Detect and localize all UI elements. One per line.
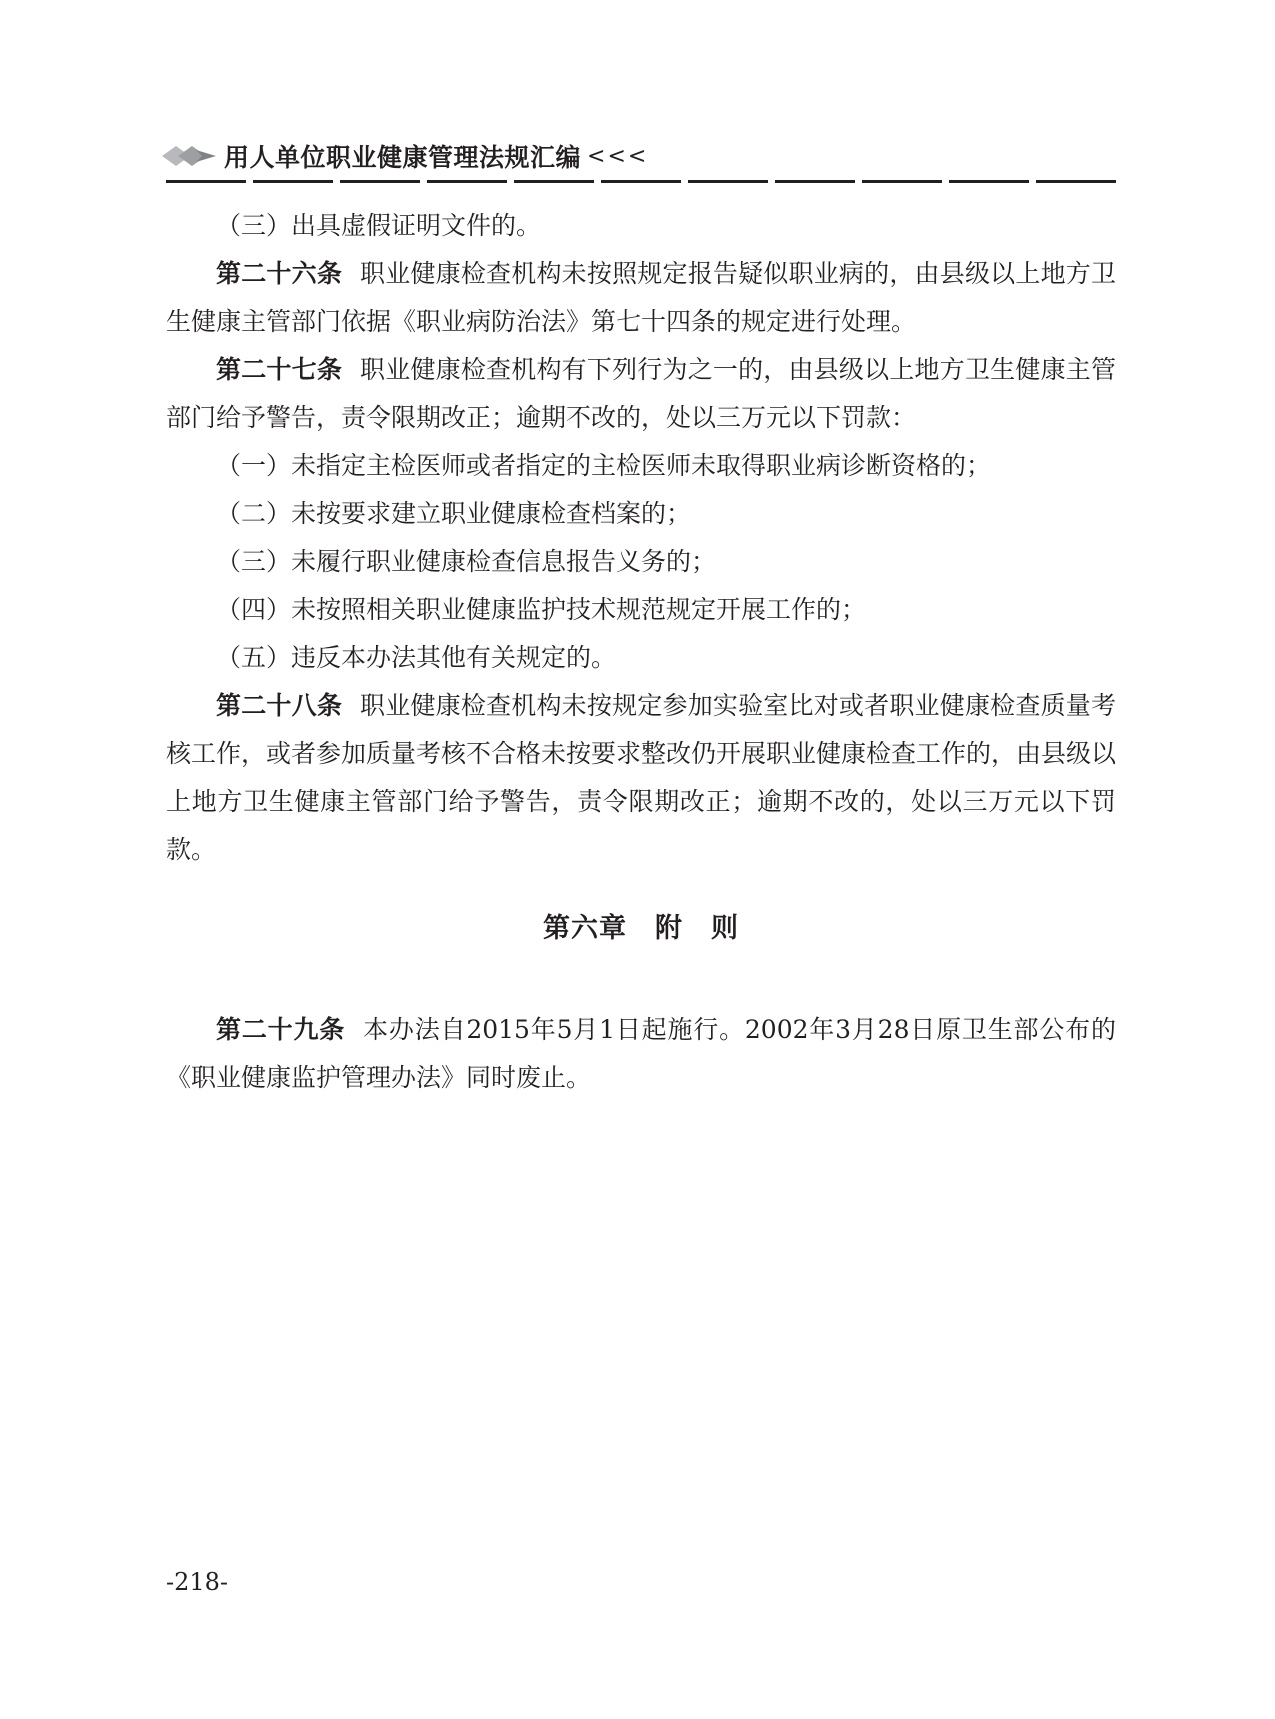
header-dashed-rule: [166, 180, 1116, 183]
article-paragraph: [166, 346, 1116, 442]
paragraph: [166, 202, 1116, 250]
running-header: [160, 136, 648, 176]
list-item-text: （一）未指定主检医师或者指定的主检医师未取得职业病诊断资格的；: [216, 451, 992, 480]
list-item-text: （二）未按要求建立职业健康检查档案的；: [216, 499, 692, 528]
article-paragraph: [166, 1006, 1116, 1102]
article-paragraph: [166, 250, 1116, 346]
book-title: 用人单位职业健康管理法规汇编: [224, 143, 582, 172]
article-label: 第二十八条: [216, 691, 343, 720]
article-text: 本办法自2015年5月1日起施行。2002年3月28日原卫生部公布的《职业健康监护管理办法》同时废止。: [166, 1015, 1116, 1092]
article-label: 第二十七条: [216, 355, 343, 384]
body-text: [166, 202, 1116, 874]
double-diamond-arrow-icon: [160, 144, 218, 168]
list-item-text: （五）违反本办法其他有关规定的。: [216, 643, 617, 672]
header-arrows: <<<: [587, 143, 649, 169]
list-item-text: （三）未履行职业健康检查信息报告义务的；: [216, 547, 717, 576]
list-item: [166, 538, 1116, 586]
list-item: [166, 442, 1116, 490]
list-item: [166, 586, 1116, 634]
list-item-text: （四）未按照相关职业健康监护技术规范规定开展工作的；: [216, 595, 867, 624]
list-item: [166, 490, 1116, 538]
article-paragraph: [166, 682, 1116, 874]
article-text: 职业健康检查机构未按规定参加实验室比对或者职业健康检查质量考核工作，或者参加质量考核不合格未按要求整改仍开展职业健康检查工作的，由县级以上地方卫生健康主管部门给予警告，责令限期改正；逾期不改的，处以三万元以下罚款。: [166, 691, 1117, 864]
chapter-heading: 第六章 附 则: [543, 913, 739, 944]
article-label: 第二十九条: [216, 1015, 346, 1044]
article-text: 职业健康检查机构未按照规定报告疑似职业病的，由县级以上地方卫生健康主管部门依据《职业病防治法》第七十四条的规定进行处理。: [166, 259, 1116, 336]
page-number: -218-: [166, 1568, 229, 1596]
article-text: 职业健康检查机构有下列行为之一的，由县级以上地方卫生健康主管部门给予警告，责令限期改正；逾期不改的，处以三万元以下罚款：: [166, 355, 1116, 432]
list-item: [166, 634, 1116, 682]
paragraph-text: （三）出具虚假证明文件的。: [216, 211, 542, 240]
article-label: 第二十六条: [216, 259, 343, 288]
body-text-chapter-6: [166, 1006, 1116, 1102]
